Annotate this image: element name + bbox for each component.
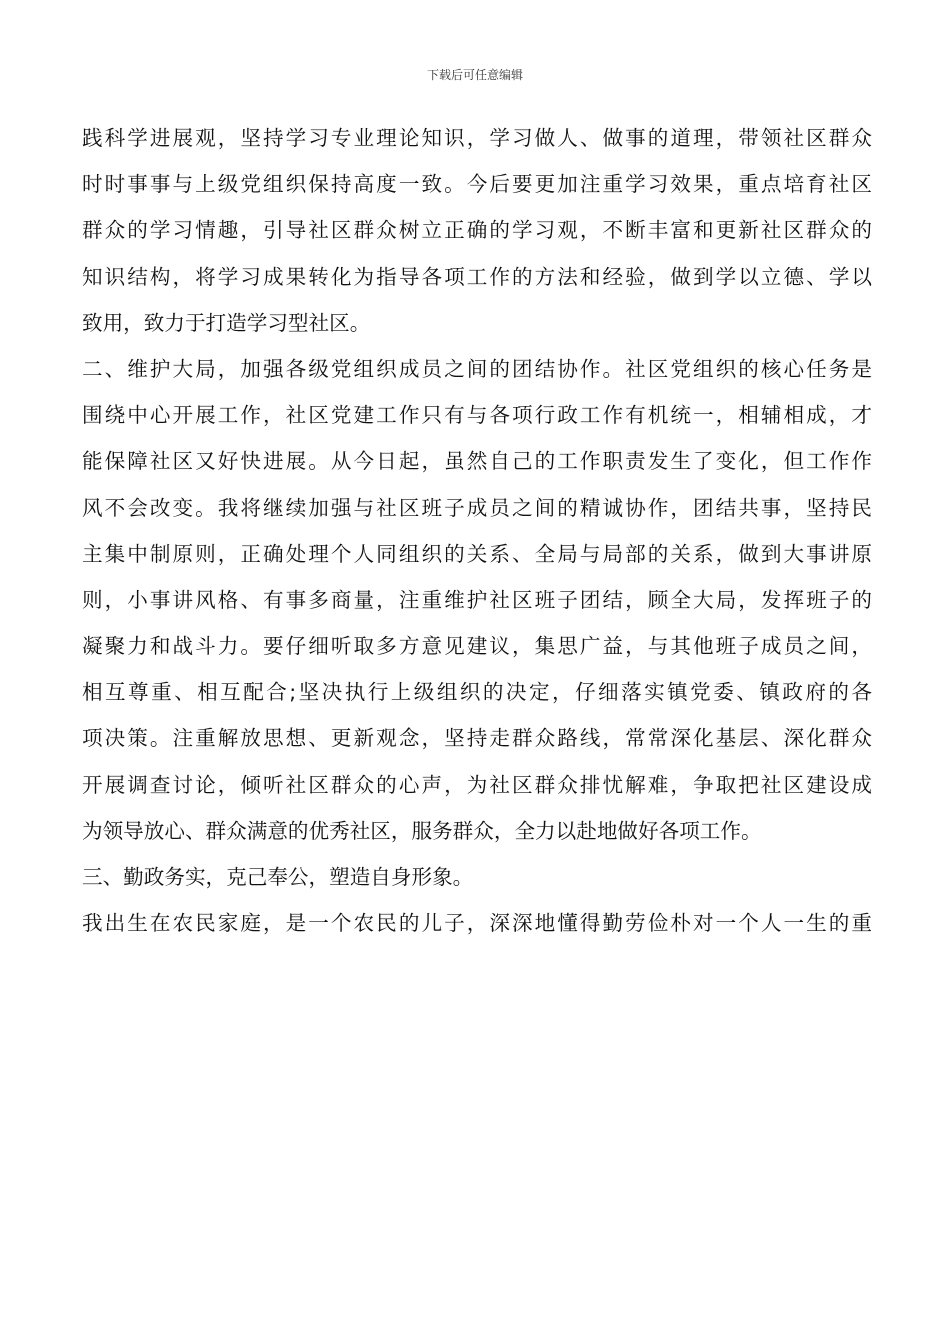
- text-line: 开展调查讨论，倾听社区群众的心声，为社区群众排忧解难，争取把社区建设成: [82, 772, 872, 797]
- text-line: 践科学进展观，坚持学习专业理论知识，学习做人、做事的道理，带领社区群众: [82, 126, 872, 150]
- text-line: 则，小事讲风格、有事多商量，注重维护社区班子团结，顾全大局，发挥班子的: [82, 587, 872, 612]
- text-line: 凝聚力和战斗力。要仔细听取多方意见建议，集思广益，与其他班子成员之间，: [82, 634, 872, 659]
- text-line: 为领导放心、群众满意的优秀社区，服务群众，全力以赴地做好各项工作。: [82, 818, 762, 843]
- text-line: 三、勤政务实，克己奉公，塑造自身形象。: [82, 865, 474, 889]
- text-line: 相互尊重、相互配合;坚决执行上级组织的决定，仔细落实镇党委、镇政府的各: [82, 680, 872, 705]
- text-line: 群众的学习情趣，引导社区群众树立正确的学习观，不断丰富和更新社区群众的: [82, 218, 872, 243]
- text-line: 二、维护大局，加强各级党组织成员之间的团结协作。社区党组织的核心任务是: [82, 356, 872, 381]
- text-line: 知识结构，将学习成果转化为指导各项工作的方法和经验，做到学以立德、学以: [82, 264, 872, 289]
- text-line: 项决策。注重解放思想、更新观念，坚持走群众路线，常常深化基层、深化群众: [82, 726, 872, 751]
- header-note: 下载后可任意编辑: [426, 68, 523, 82]
- body-text: [82, 115, 872, 946]
- text-line: 风不会改变。我将继续加强与社区班子成员之间的精诚协作，团结共事，坚持民: [82, 495, 872, 520]
- text-line: 时时事事与上级党组织保持高度一致。今后要更加注重学习效果，重点培育社区: [82, 172, 872, 197]
- text-line: 围绕中心开展工作，社区党建工作只有与各项行政工作有机统一，相辅相成，才: [82, 403, 872, 428]
- text-line: 主集中制原则，正确处理个人同组织的关系、全局与局部的关系，做到大事讲原: [82, 541, 872, 566]
- text-line: 致用，致力于打造学习型社区。: [82, 310, 371, 335]
- text-line: 能保障社区又好快进展。从今日起，虽然自己的工作职责发生了变化，但工作作: [82, 449, 872, 474]
- text-line: 我出生在农民家庭，是一个农民的儿子，深深地懂得勤劳俭朴对一个人一生的重: [82, 911, 872, 936]
